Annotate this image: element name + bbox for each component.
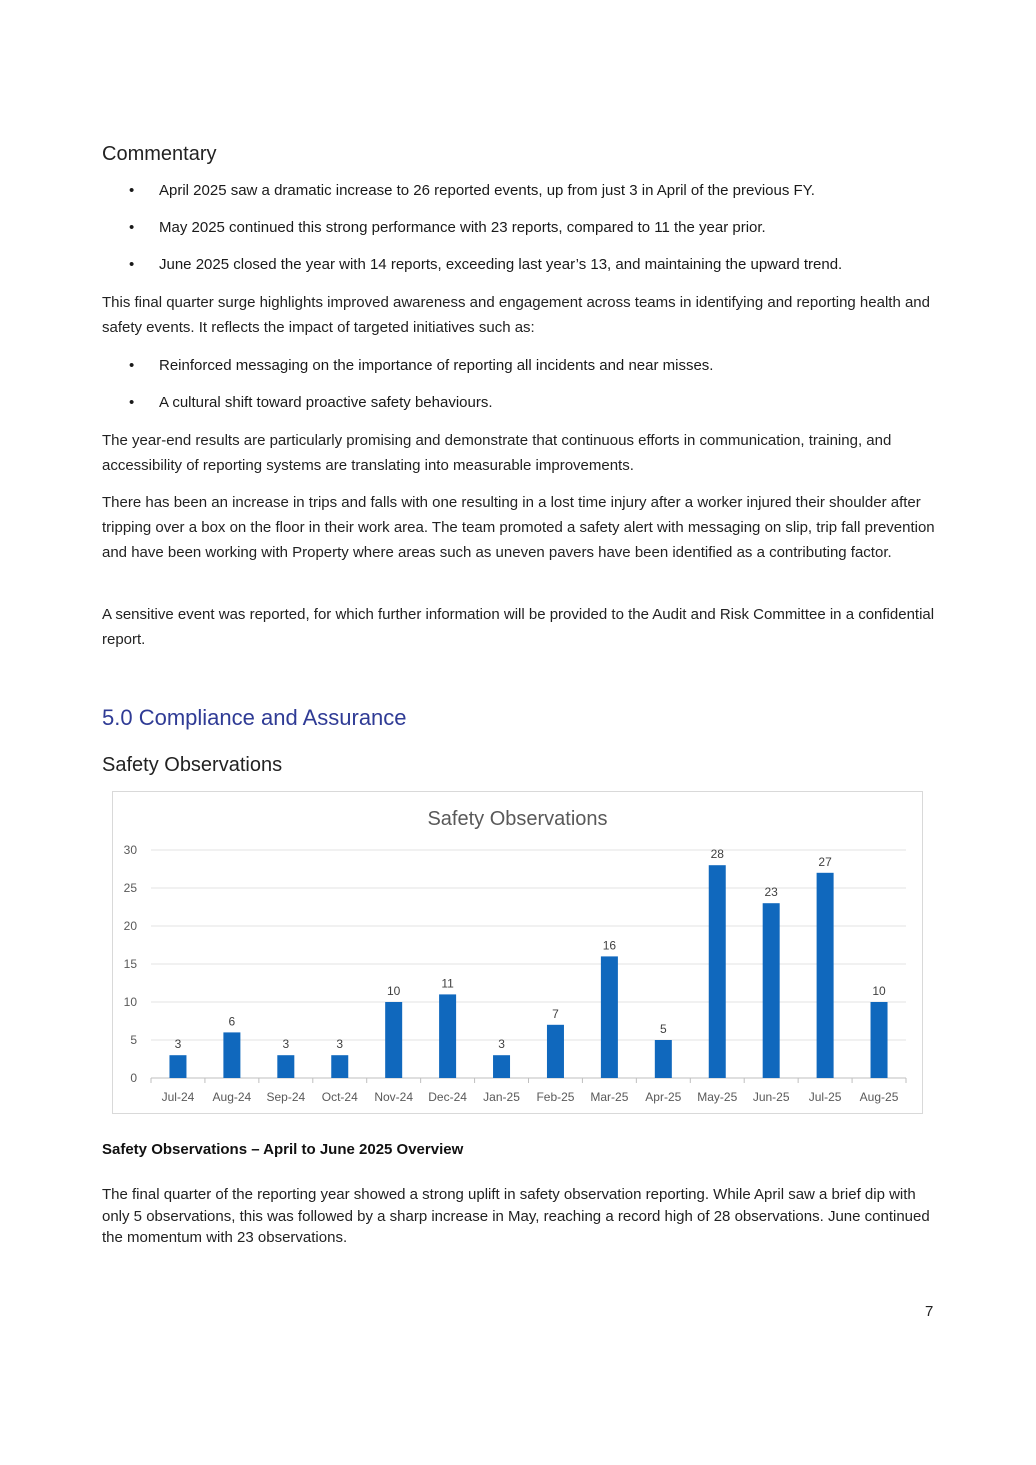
list-item: • Reinforced messaging on the importance of reporting all incidents and near misses. (102, 353, 942, 378)
y-tick-label: 5 (130, 1033, 137, 1047)
bar (493, 1055, 510, 1078)
commentary-paragraph: There has been an increase in trips and falls with one resulting in a lost time injury after a worker injured their shoulder after tripping over a box on the floor in their work area. The team promoted a safety alert with messaging on slip, trip fall prevention and have been working with Property where areas such as uneven pavers have been identified as a contributing factor. (102, 494, 935, 561)
commentary-paragraph: The year-end results are particularly promising and demonstrate that continuous efforts in communication, training, and accessibility of reporting systems are translating into measurable improvements. (102, 432, 892, 474)
data-label: 27 (818, 854, 832, 869)
chart-title: Safety Observations (427, 808, 608, 830)
bar (709, 865, 726, 1078)
page-number: 7 (925, 1303, 934, 1320)
bar (439, 994, 456, 1078)
bar (655, 1040, 672, 1078)
x-tick-label: Oct-24 (321, 1090, 358, 1104)
x-tick-label: May-25 (697, 1090, 738, 1104)
y-tick-label: 25 (123, 881, 137, 895)
x-tick-label: Jul-24 (161, 1090, 195, 1104)
x-tick-label: Aug-25 (859, 1090, 899, 1104)
data-label: 7 (552, 1006, 559, 1021)
bullet-icon: • (129, 357, 135, 374)
y-tick-label: 15 (123, 957, 137, 971)
data-label: 5 (659, 1022, 667, 1036)
bullet-icon: • (129, 182, 135, 199)
list-item: • June 2025 closed the year with 14 reports, exceeding last year’s 13, and maintaining the upward trend. (102, 252, 942, 277)
overview-heading: Safety Observations – April to June 2025 Overview (102, 1141, 464, 1158)
bar (817, 873, 834, 1078)
commentary-paragraph: This final quarter surge highlights improved awareness and engagement across teams in identifying and reporting health and safety events. It reflects the impact of targeted initiatives such as: (102, 294, 930, 336)
y-tick-label: 0 (130, 1071, 137, 1085)
bullet-icon: • (129, 394, 135, 411)
x-tick-label: Jul-25 (808, 1090, 842, 1104)
x-tick-label: Jun-25 (752, 1090, 790, 1104)
list-item: • April 2025 saw a dramatic increase to 26 reported events, up from just 3 in April of the previous FY. (102, 178, 942, 203)
x-tick-label: Nov-24 (374, 1090, 414, 1104)
bar (385, 1002, 402, 1078)
bar (547, 1025, 564, 1078)
bar (277, 1055, 294, 1078)
x-tick-label: Jan-25 (483, 1090, 520, 1104)
data-label: 6 (228, 1014, 236, 1029)
list-item: • May 2025 continued this strong performance with 23 reports, compared to 11 the year prior. (102, 215, 942, 240)
bar (601, 956, 618, 1078)
bar (763, 903, 780, 1078)
data-label: 3 (282, 1037, 290, 1052)
section-heading: 5.0 Compliance and Assurance (102, 705, 407, 730)
overview-paragraph: The final quarter of the reporting year showed a strong uplift in safety observation reporting. While April saw a brief dip with only 5 observations, this was followed by a sharp increase in May, reaching a record high of 28 observations. June continued the momentum with 23 observations. (102, 1186, 930, 1246)
x-tick-label: Feb-25 (536, 1090, 575, 1104)
data-label: 3 (498, 1037, 505, 1052)
y-tick-label: 30 (123, 843, 137, 857)
bullet-icon: • (129, 219, 135, 236)
data-label: 10 (872, 984, 886, 998)
data-label: 23 (764, 885, 778, 900)
data-label: 11 (441, 976, 454, 991)
chart-plot (113, 792, 922, 1113)
y-tick-label: 10 (123, 995, 137, 1009)
bullet-icon: • (129, 256, 135, 273)
commentary-paragraph: A sensitive event was reported, for which further information will be provided to the Audit and Risk Committee in a confidential report. (102, 606, 935, 648)
data-label: 28 (710, 847, 724, 862)
x-tick-label: Dec-24 (428, 1090, 467, 1104)
data-label: 3 (336, 1037, 344, 1052)
section-subheading: Safety Observations (102, 754, 283, 776)
x-tick-label: Aug-24 (212, 1090, 252, 1104)
safety-observations-chart (112, 791, 923, 1114)
data-label: 3 (174, 1037, 182, 1052)
bar (871, 1002, 888, 1078)
list-item: • A cultural shift toward proactive safety behaviours. (102, 390, 942, 415)
data-label: 16 (602, 938, 617, 953)
bar (331, 1055, 348, 1078)
x-tick-label: Mar-25 (590, 1090, 629, 1104)
x-tick-label: Sep-24 (266, 1090, 306, 1104)
commentary-bullet-list-a (102, 178, 942, 277)
x-tick-label: Apr-25 (645, 1090, 682, 1104)
commentary-heading: Commentary (102, 143, 217, 165)
bar (223, 1032, 240, 1078)
data-label: 10 (386, 984, 401, 998)
commentary-bullet-list-b (102, 353, 942, 415)
bar (169, 1055, 186, 1078)
y-tick-label: 20 (123, 919, 137, 933)
